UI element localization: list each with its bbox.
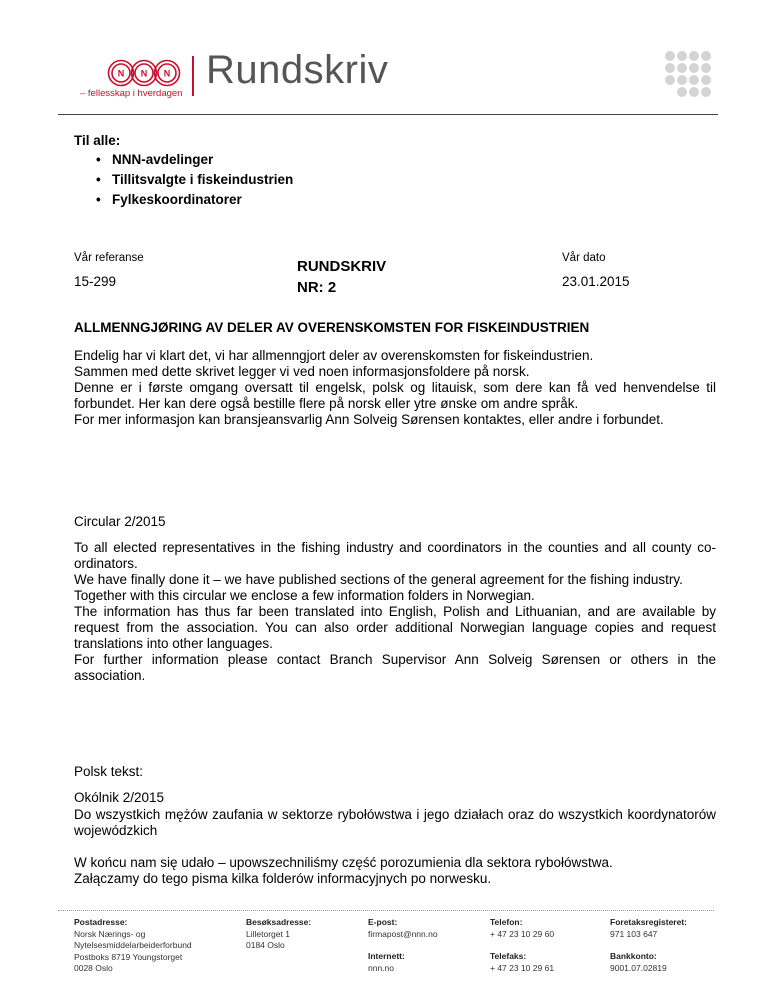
- header-rule: [58, 114, 718, 115]
- paragraph: Endelig har vi klart det, vi har allmenngjort deler av overenskomsten for fiskeindustrien.: [74, 348, 594, 363]
- footer-telefaks: [490, 951, 554, 974]
- footer-label: Telefaks:: [490, 951, 527, 961]
- paragraph: Together with this circular we enclose a few information folders in Norwegian.: [74, 588, 535, 603]
- date-value: 23.01.2015: [562, 274, 630, 289]
- footer-label: Internett:: [368, 951, 405, 961]
- footer-internett: [368, 951, 405, 974]
- paragraph: Denne er i første omgang oversatt til engelsk, polsk og litauisk, som dere kan få ved henvendelse til forbundet. Her kan dere også bestille flere på norsk eller ytre ønske om andre språk.: [74, 380, 716, 411]
- nnn-logo: [106, 58, 182, 88]
- footer-line: Norsk Nærings- og: [74, 928, 146, 939]
- reference-label: Vår referanse: [74, 252, 144, 264]
- footer-line: Nytelsesmiddelarbeiderforbund: [74, 940, 192, 950]
- svg-text:N: N: [163, 68, 171, 79]
- footer-besoksadresse: [246, 917, 311, 952]
- date-label: Vår dato: [562, 252, 606, 264]
- paragraph: Załączamy do tego pisma kilka folderów informacyjnych po norwesku.: [74, 871, 492, 886]
- footer-line: 0184 Oslo: [246, 940, 285, 950]
- footer-email[interactable]: firmapost@nnn.no: [368, 928, 438, 939]
- footer-line: + 47 23 10 29 61: [490, 962, 555, 973]
- footer-line: 0028 Oslo: [74, 963, 113, 973]
- paragraph: The information has thus far been translated into English, Polish and Lithuanian, and are available by request from the association. You can also order additional Norwegian language copies and request translations into other languages.: [74, 604, 716, 651]
- recipient-item: • Fylkeskoordinatorer: [74, 190, 293, 210]
- english-body: [74, 540, 716, 684]
- footer-rule: [58, 910, 714, 911]
- footer-telefon: [490, 917, 554, 940]
- svg-text:N: N: [140, 68, 148, 79]
- footer-line: Lilletorget 1: [246, 928, 290, 939]
- dot-grid-decoration: [664, 50, 712, 98]
- footer-postadresse: [74, 917, 192, 975]
- logo-tagline: – fellesskap i hverdagen: [80, 88, 183, 99]
- polish-title: Okólnik 2/2015: [74, 790, 165, 805]
- footer-label: Postadresse:: [74, 917, 128, 927]
- recipients-heading: Til alle:: [74, 133, 121, 148]
- polish-body-1: [74, 807, 716, 839]
- footer-bankkonto: [610, 951, 667, 974]
- circular-number-line1: RUNDSKRIV: [297, 258, 387, 275]
- svg-text:N: N: [117, 68, 125, 79]
- headline: ALLMENNGJØRING AV DELER AV OVERENSKOMSTEN FOR FISKEINDUSTRIEN: [74, 320, 590, 335]
- footer-label: Bankkonto:: [610, 951, 657, 961]
- paragraph: For further information please contact Branch Supervisor Ann Solveig Sørensen or others in the association.: [74, 652, 716, 683]
- recipient-item: • Tillitsvalgte i fiskeindustrien: [74, 170, 293, 190]
- norwegian-body: [74, 348, 716, 428]
- footer-label: Telefon:: [490, 917, 523, 927]
- paragraph: We have finally done it – we have published sections of the general agreement for the fishing industry.: [74, 572, 683, 587]
- paragraph: Do wszystkich mężów zaufania w sektorze rybołówstwa i jego działach oraz do wszystkich koordynatorów wojewódzkich: [74, 807, 716, 838]
- circular-number: [297, 256, 427, 298]
- footer-website[interactable]: nnn.no: [368, 962, 394, 973]
- polish-body-2: [74, 855, 716, 887]
- recipient-item: • NNN-avdelinger: [74, 150, 293, 170]
- paragraph: For mer informasjon kan bransjeansvarlig Ann Solveig Sørensen kontaktes, eller andre i forbundet.: [74, 412, 664, 427]
- footer-line: 971 103 647: [610, 928, 658, 939]
- footer-label: E-post:: [368, 917, 398, 927]
- footer-foretaksregister: [610, 917, 687, 940]
- reference-value: 15-299: [74, 274, 117, 289]
- footer-line: + 47 23 10 29 60: [490, 928, 555, 939]
- header-divider: [192, 56, 194, 96]
- paragraph: W końcu nam się udało – upowszechniliśmy część porozumienia dla sektora rybołówstwa.: [74, 855, 613, 870]
- footer-epost: [368, 917, 438, 940]
- recipients-list: [74, 150, 293, 210]
- english-title: Circular 2/2015: [74, 514, 166, 529]
- footer-line: Postboks 8719 Youngstorget: [74, 951, 183, 962]
- footer-line: 9001.07.02819: [610, 962, 667, 973]
- circular-number-line2: NR: 2: [297, 279, 337, 296]
- footer-label: Foretaksregisteret:: [610, 917, 688, 927]
- document-title: Rundskriv: [206, 48, 389, 92]
- polish-label: Polsk tekst:: [74, 764, 144, 779]
- paragraph: Sammen med dette skrivet legger vi ved noen informasjonsfoldere på norsk.: [74, 364, 530, 379]
- footer-label: Besøksadresse:: [246, 917, 312, 927]
- paragraph: To all elected representatives in the fishing industry and coordinators in the counties and all county co-ordinators.: [74, 540, 716, 571]
